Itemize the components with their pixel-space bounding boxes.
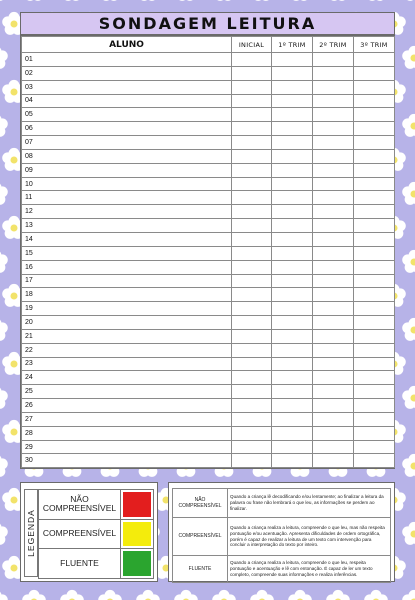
cell-2-trim[interactable] <box>313 302 354 316</box>
cell-1-trim[interactable] <box>272 329 313 343</box>
description-text: Quando a criança realiza a leitura, compreende o que leu, respeita pontuação e acentuação e lê com entonação. É capaz de ler um texto completo, compreende suas informações e realiza inferências. <box>228 556 391 583</box>
cell-3-trim[interactable] <box>354 302 395 316</box>
student-number: 28 <box>22 426 232 440</box>
cell-1-trim[interactable] <box>272 66 313 80</box>
cell-1-trim[interactable] <box>272 343 313 357</box>
cell-2-trim[interactable] <box>313 94 354 108</box>
legend-item-compreensivel <box>38 520 154 550</box>
cell-inicial[interactable] <box>232 454 272 468</box>
student-number: 14 <box>22 232 232 246</box>
cell-2-trim[interactable] <box>313 191 354 205</box>
cell-inicial[interactable] <box>232 122 272 136</box>
legend-label: FLUENTE <box>39 549 121 578</box>
column-header-2-trim: 2º TRIM <box>313 37 354 53</box>
table-row <box>22 371 395 385</box>
description-row <box>173 489 391 518</box>
assessment-table-panel <box>20 35 395 469</box>
description-row <box>173 556 391 583</box>
student-number: 18 <box>22 288 232 302</box>
cell-inicial[interactable] <box>232 343 272 357</box>
assessment-table <box>21 36 395 468</box>
cell-1-trim[interactable] <box>272 288 313 302</box>
cell-1-trim[interactable] <box>272 260 313 274</box>
cell-1-trim[interactable] <box>272 80 313 94</box>
cell-inicial[interactable] <box>232 316 272 330</box>
cell-inicial[interactable] <box>232 80 272 94</box>
student-number: 07 <box>22 136 232 150</box>
cell-1-trim[interactable] <box>272 385 313 399</box>
table-row <box>22 316 395 330</box>
cell-2-trim[interactable] <box>313 399 354 413</box>
student-number: 19 <box>22 302 232 316</box>
cell-2-trim[interactable] <box>313 274 354 288</box>
cell-inicial[interactable] <box>232 191 272 205</box>
cell-1-trim[interactable] <box>272 205 313 219</box>
cell-2-trim[interactable] <box>313 316 354 330</box>
cell-3-trim[interactable] <box>354 343 395 357</box>
student-number: 06 <box>22 122 232 136</box>
table-row <box>22 191 395 205</box>
table-row <box>22 274 395 288</box>
cell-3-trim[interactable] <box>354 53 395 67</box>
cell-1-trim[interactable] <box>272 454 313 468</box>
student-number: 08 <box>22 149 232 163</box>
table-row <box>22 66 395 80</box>
cell-2-trim[interactable] <box>313 177 354 191</box>
student-number: 24 <box>22 371 232 385</box>
table-row <box>22 108 395 122</box>
cell-3-trim[interactable] <box>354 316 395 330</box>
student-number: 29 <box>22 440 232 454</box>
cell-2-trim[interactable] <box>313 454 354 468</box>
student-number: 15 <box>22 246 232 260</box>
table-row <box>22 219 395 233</box>
column-header-1-trim: 1º TRIM <box>272 37 313 53</box>
cell-1-trim[interactable] <box>272 191 313 205</box>
legend-label: NÃO COMPREENSÍVEL <box>39 490 121 519</box>
cell-inicial[interactable] <box>232 232 272 246</box>
cell-2-trim[interactable] <box>313 53 354 67</box>
cell-1-trim[interactable] <box>272 274 313 288</box>
student-number: 20 <box>22 316 232 330</box>
student-number: 05 <box>22 108 232 122</box>
cell-inicial[interactable] <box>232 371 272 385</box>
table-row <box>22 80 395 94</box>
cell-3-trim[interactable] <box>354 399 395 413</box>
cell-2-trim[interactable] <box>313 412 354 426</box>
cell-1-trim[interactable] <box>272 357 313 371</box>
table-header <box>22 37 395 53</box>
cell-2-trim[interactable] <box>313 329 354 343</box>
student-number: 27 <box>22 412 232 426</box>
cell-1-trim[interactable] <box>272 316 313 330</box>
cell-3-trim[interactable] <box>354 357 395 371</box>
table-row <box>22 343 395 357</box>
cell-1-trim[interactable] <box>272 219 313 233</box>
cell-1-trim[interactable] <box>272 53 313 67</box>
cell-inicial[interactable] <box>232 53 272 67</box>
legend-swatch-green <box>123 551 151 576</box>
cell-inicial[interactable] <box>232 163 272 177</box>
description-text: Quando a criança realiza a leitura, compreende o que leu, mas não respeita pontuação e/ou acentuação. Apresenta dificuldades de ordem ortográfica, porém é capaz de realizar a leitura de um texto com intervenção para concluir a interpretação do texto por inteiro. <box>228 518 391 556</box>
cell-3-trim[interactable] <box>354 122 395 136</box>
legend-swatch-yellow <box>123 522 151 547</box>
column-header-aluno: ALUNO <box>22 37 232 53</box>
cell-3-trim[interactable] <box>354 80 395 94</box>
student-number: 30 <box>22 454 232 468</box>
legend-item-nao-compreensivel <box>38 489 154 520</box>
cell-3-trim[interactable] <box>354 149 395 163</box>
cell-2-trim[interactable] <box>313 232 354 246</box>
cell-2-trim[interactable] <box>313 219 354 233</box>
legend-panel <box>20 482 158 582</box>
legend-list <box>38 489 154 579</box>
table-row <box>22 246 395 260</box>
cell-inicial[interactable] <box>232 399 272 413</box>
cell-1-trim[interactable] <box>272 136 313 150</box>
cell-2-trim[interactable] <box>313 122 354 136</box>
cell-3-trim[interactable] <box>354 219 395 233</box>
table-row <box>22 136 395 150</box>
cell-3-trim[interactable] <box>354 329 395 343</box>
cell-2-trim[interactable] <box>313 136 354 150</box>
cell-3-trim[interactable] <box>354 205 395 219</box>
cell-1-trim[interactable] <box>272 302 313 316</box>
cell-inicial[interactable] <box>232 94 272 108</box>
legend-item-fluente <box>38 549 154 579</box>
table-row <box>22 426 395 440</box>
cell-2-trim[interactable] <box>313 440 354 454</box>
student-number: 25 <box>22 385 232 399</box>
cell-3-trim[interactable] <box>354 371 395 385</box>
table-row <box>22 440 395 454</box>
cell-inicial[interactable] <box>232 385 272 399</box>
cell-inicial[interactable] <box>232 288 272 302</box>
legend-label: COMPREENSÍVEL <box>39 520 121 549</box>
table-row <box>22 385 395 399</box>
cell-1-trim[interactable] <box>272 177 313 191</box>
student-number: 11 <box>22 191 232 205</box>
cell-3-trim[interactable] <box>354 136 395 150</box>
cell-inicial[interactable] <box>232 108 272 122</box>
cell-2-trim[interactable] <box>313 108 354 122</box>
description-level: COMPREENSÍVEL <box>173 518 228 556</box>
cell-2-trim[interactable] <box>313 246 354 260</box>
table-row <box>22 260 395 274</box>
table-row <box>22 399 395 413</box>
cell-2-trim[interactable] <box>313 288 354 302</box>
cell-3-trim[interactable] <box>354 246 395 260</box>
cell-1-trim[interactable] <box>272 94 313 108</box>
table-row <box>22 163 395 177</box>
table-row <box>22 302 395 316</box>
cell-inicial[interactable] <box>232 66 272 80</box>
table-row <box>22 205 395 219</box>
description-text: Quando a criança lê decodificando e/ou lentamente; ao finalizar a leitura da palavra ou frase não lembrará o que leu, as informações se perdem ao finalizar. <box>228 489 391 518</box>
cell-inicial[interactable] <box>232 260 272 274</box>
table-row <box>22 177 395 191</box>
cell-inicial[interactable] <box>232 412 272 426</box>
level-description-panel <box>168 482 395 582</box>
table-row <box>22 454 395 468</box>
cell-inicial[interactable] <box>232 149 272 163</box>
cell-inicial[interactable] <box>232 274 272 288</box>
cell-2-trim[interactable] <box>313 357 354 371</box>
cell-2-trim[interactable] <box>313 66 354 80</box>
description-level: FLUENTE <box>173 556 228 583</box>
student-number: 26 <box>22 399 232 413</box>
cell-inicial[interactable] <box>232 426 272 440</box>
student-number: 10 <box>22 177 232 191</box>
legend-title: LEGENDA <box>26 509 36 557</box>
student-number: 22 <box>22 343 232 357</box>
cell-2-trim[interactable] <box>313 426 354 440</box>
cell-3-trim[interactable] <box>354 274 395 288</box>
cell-2-trim[interactable] <box>313 371 354 385</box>
column-header-inicial: INICIAL <box>232 37 272 53</box>
cell-3-trim[interactable] <box>354 288 395 302</box>
cell-2-trim[interactable] <box>313 149 354 163</box>
cell-1-trim[interactable] <box>272 371 313 385</box>
description-level: NÃO COMPREENSÍVEL <box>173 489 228 518</box>
cell-inicial[interactable] <box>232 357 272 371</box>
cell-1-trim[interactable] <box>272 426 313 440</box>
table-row <box>22 149 395 163</box>
cell-3-trim[interactable] <box>354 385 395 399</box>
student-number: 02 <box>22 66 232 80</box>
cell-3-trim[interactable] <box>354 426 395 440</box>
cell-3-trim[interactable] <box>354 260 395 274</box>
cell-inicial[interactable] <box>232 440 272 454</box>
student-number: 21 <box>22 329 232 343</box>
table-row <box>22 357 395 371</box>
student-number: 03 <box>22 80 232 94</box>
table-row <box>22 122 395 136</box>
table-row <box>22 412 395 426</box>
table-row <box>22 94 395 108</box>
cell-inicial[interactable] <box>232 246 272 260</box>
cell-3-trim[interactable] <box>354 108 395 122</box>
cell-inicial[interactable] <box>232 205 272 219</box>
student-number: 23 <box>22 357 232 371</box>
student-number: 17 <box>22 274 232 288</box>
cell-inicial[interactable] <box>232 302 272 316</box>
cell-1-trim[interactable] <box>272 149 313 163</box>
cell-2-trim[interactable] <box>313 205 354 219</box>
cell-1-trim[interactable] <box>272 122 313 136</box>
cell-2-trim[interactable] <box>313 80 354 94</box>
cell-2-trim[interactable] <box>313 260 354 274</box>
student-number: 09 <box>22 163 232 177</box>
cell-3-trim[interactable] <box>354 440 395 454</box>
cell-3-trim[interactable] <box>354 94 395 108</box>
student-number: 16 <box>22 260 232 274</box>
cell-2-trim[interactable] <box>313 385 354 399</box>
table-row <box>22 288 395 302</box>
student-number: 12 <box>22 205 232 219</box>
cell-3-trim[interactable] <box>354 454 395 468</box>
cell-inicial[interactable] <box>232 177 272 191</box>
description-row <box>173 518 391 556</box>
cell-1-trim[interactable] <box>272 440 313 454</box>
page-title: SONDAGEM LEITURA <box>20 12 395 35</box>
legend-swatch-red <box>123 492 151 517</box>
level-description-table <box>172 488 391 583</box>
cell-1-trim[interactable] <box>272 246 313 260</box>
column-header-3-trim: 3º TRIM <box>354 37 395 53</box>
table-row <box>22 232 395 246</box>
reading-assessment-sheet <box>20 12 395 592</box>
student-number: 01 <box>22 53 232 67</box>
cell-1-trim[interactable] <box>272 412 313 426</box>
cell-3-trim[interactable] <box>354 66 395 80</box>
cell-3-trim[interactable] <box>354 412 395 426</box>
student-number: 04 <box>22 94 232 108</box>
cell-1-trim[interactable] <box>272 399 313 413</box>
legend-title-box <box>24 489 38 577</box>
cell-inicial[interactable] <box>232 219 272 233</box>
cell-2-trim[interactable] <box>313 163 354 177</box>
cell-3-trim[interactable] <box>354 232 395 246</box>
cell-inicial[interactable] <box>232 329 272 343</box>
cell-1-trim[interactable] <box>272 232 313 246</box>
cell-3-trim[interactable] <box>354 191 395 205</box>
cell-3-trim[interactable] <box>354 163 395 177</box>
cell-inicial[interactable] <box>232 136 272 150</box>
cell-1-trim[interactable] <box>272 108 313 122</box>
cell-2-trim[interactable] <box>313 343 354 357</box>
table-row <box>22 329 395 343</box>
cell-1-trim[interactable] <box>272 163 313 177</box>
table-row <box>22 53 395 67</box>
student-number: 13 <box>22 219 232 233</box>
cell-3-trim[interactable] <box>354 177 395 191</box>
